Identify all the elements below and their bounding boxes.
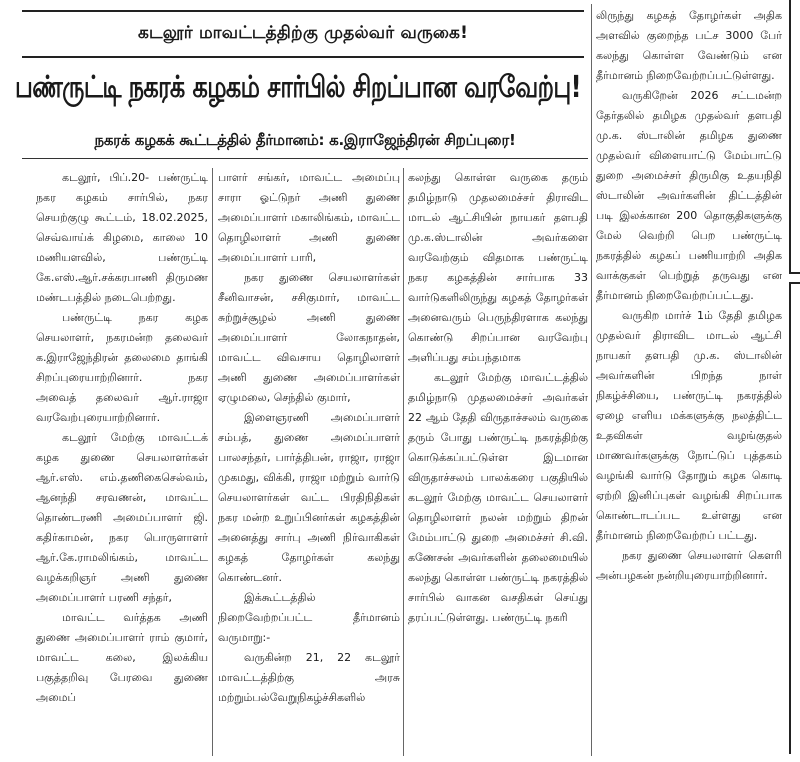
adjacent-article-border xyxy=(789,282,800,754)
article-column-2 xyxy=(218,168,400,758)
article-column-1 xyxy=(36,168,208,758)
paragraph: கலந்து கொள்ள வருகை தரும் தமிழ்நாடு முதலமைச்சர் திராவிட மாடல் ஆட்சியின் நாயகர் தளபதி மு.க.ஸ்டாலின் அவர்களை வரவேற்கும் விதமாக பண்ருட்டி நகர கழகத்தின் சார்பாக 33 வார்டுகளிலிருந்து கழகத் தோழர்கள் அனைவரும் பெருந்திரளாக கலந்து கொண்டு சிறப்பான வரவேற்பு அளிப்பது சம்பந்தமாக xyxy=(408,171,588,364)
paragraph: கடலூர் மேற்கு மாவட்டக் கழக துணை செயலாளர்கள் ஆர்.எஸ். எம்.தணிகைசெல்வம், ஆனந்தி சரவணன், மாவட்ட தொண்டரணி அமைப்பாளர் ஜி. கதிர்காமன், நகர பொருளாளர் ஆர்.கே.ராமலிங்கம், மாவட்ட வழக்கறிஞர் அணி துணை அமைப்பாளர் பரணி சந்தர், xyxy=(36,431,208,604)
article-column-4 xyxy=(596,6,782,758)
column-divider xyxy=(403,168,404,756)
article-column-3 xyxy=(408,168,588,758)
main-headline: பண்ருட்டி நகரக் கழகம் சார்பில் சிறப்பான வரவேற்பு! xyxy=(14,68,581,104)
paragraph: நகர துணை செயலாளர்கள் சீனிவாசன், சசிகுமார், மாவட்ட சுற்றுச்சூழல் அணி துணை அமைப்பாளர் லோகநாதன், மாவட்ட விவசாய தொழிலாளர் அணி துணை அமைப்பாளர்கள் ஏழுமலை, செந்தில் குமார், xyxy=(218,271,400,404)
paragraph: இக்கூட்டத்தில் நிறைவேற்றப்பட்ட தீர்மானம் வருமாறு:- xyxy=(218,591,400,644)
paragraph: இளைஞரணி அமைப்பாளர் சம்பத், துணை அமைப்பாளர் பாலசந்தர், பார்த்திபன், ராஜா, ராஜா முகமது, விக்கி, ராஜா மற்றும் வார்டு செயலாளர்கள் வட்ட பிரதிநிதிகள் நகர மன்ற உறுப்பினர்கள் கழகத்தின் அனைத்து சார்பு அணி நிர்வாகிகள் கழகத் தோழர்கள் கலந்து கொண்டனர். xyxy=(218,411,400,584)
paragraph: வருகிறேன் 2026 சட்டமன்ற தேர்தலில் தமிழக முதல்வர் தளபதி மு.க. ஸ்டாலின் தமிழக துணை முதல்வர் விளையாட்டு மேம்பாட்டு துறை அமைச்சர் திருமிகு உதயநிதி ஸ்டாலின் அவர்களின் திட்டத்தின் படி இலக்கான 200 தொகுதிகளுக்கு மேல் வெற்றி பெற பண்ருட்டி நகரத்தில் கழகப் பணியாற்றி அதிக வாக்குகள் பெற்றுத் தருவது என தீர்மானம் நிறைவேற்றப்பட்டது. xyxy=(596,89,782,302)
paragraph: கடலூர் மேற்கு மாவட்டத்தில் தமிழ்நாடு முதலமைச்சர் அவர்கள் 22 ஆம் தேதி விருதாச்சலம் வருகை தரும் போது பண்ருட்டி நகரத்திற்கு கொடுக்கப்பட்டுள்ள இடமான விருதாச்சலம் பாலக்கரை பகுதியில் கடலூர் மேற்கு மாவட்ட செயலாளர் தொழிலாளர் நலன் மற்றும் திறன் மேம்பாட்டு துறை அமைச்சர் சி.வி. கணேசன் அவர்களின் தலைமையில் கலந்து கொள்ள பண்ருட்டி நகரத்தில் சார்பில் வாகன வசதிகள் செய்து தரப்பட்டுள்ளது. பண்ருட்டி நகரி xyxy=(408,371,588,624)
paragraph: பண்ருட்டி நகர கழக செயலாளர், நகரமன்ற தலைவர் க.இராஜேந்திரன் தலைமை தாங்கி சிறப்புரையாற்றினார். நகர அவைத் தலைவர் ஆர்.ராஜா வரவேற்புரையாற்றினார். xyxy=(36,311,208,424)
adjacent-article-border xyxy=(789,0,800,274)
paragraph: வருகின்ற 21, 22 கடலூர் மாவட்டத்திற்கு அரசு மற்றும்பல்வேறுநிகழ்ச்சிகளில் xyxy=(218,651,400,704)
paragraph: நகர துணை செயலாளர் கௌரி அன்பழகன் நன்றியுரையாற்றினார். xyxy=(596,549,782,582)
subhead-divider xyxy=(22,158,588,159)
paragraph: வருகிற மார்ச் 1ம் தேதி தமிழக முதல்வர் திராவிட மாடல் ஆட்சி நாயகர் தளபதி மு.க. ஸ்டாலின் அவர்களின் பிறந்த நாள் நிகழ்ச்சியை, பண்ருட்டி நகரத்தில் ஏழை எளிய மக்களுக்கு நலத்திட்ட உதவிகள் வழங்குதல் மாணவர்களுக்கு நோட்டுப் புத்தகம் வழங்கி வார்டு தோறும் கழக கொடி ஏற்றி இனிப்புகள் வழங்கி சிறப்பாக கொண்டாடப்பட உள்ளது என தீர்மானம் நிறைவேற்றப் பட்டது. xyxy=(596,309,782,542)
column-divider xyxy=(591,4,592,756)
paragraph: மாவட்ட வர்த்தக அணி துணை அமைப்பாளர் ராம் குமார், மாவட்ட கலை, இலக்கிய பகுத்தறிவு பேரவை துணை அமைப் xyxy=(36,611,208,704)
paragraph: லிருந்து கழகத் தோழர்கள் அதிக அளவில் குறைந்த பட்ச 3000 பேர் கலந்து கொள்ள வேண்டும் என தீர்மானம் நிறைவேற்றப்பட்டுள்ளது. xyxy=(596,9,782,82)
paragraph: பாளர் சங்கர், மாவட்ட அமைப்பு சாரா ஓட்டுநர் அணி துணை அமைப்பாளர் மகாலிங்கம், மாவட்ட தொழிலாளர் அணி துணை அமைப்பாளர் பாரி, xyxy=(218,171,400,264)
column-divider xyxy=(212,168,213,756)
kicker-headline: கடலூர் மாவட்டத்திற்கு முதல்வர் வருகை! xyxy=(22,10,584,58)
paragraph: கடலூர், பிப்.20- பண்ருட்டி நகர கழகம் சார்பில், நகர செயற்குழு கூட்டம், 18.02.2025, செவ்வாய்க் கிழமை, காலை 10 மணியளவில், பண்ருட்டி கே.எஸ்.ஆர்.சக்கரபாணி திருமண மண்டபத்தில் நடைபெற்றது. xyxy=(36,171,208,304)
subheadline: நகரக் கழகக் கூட்டத்தில் தீர்மானம்: க.இராஜேந்திரன் சிறப்புரை! xyxy=(94,131,516,149)
